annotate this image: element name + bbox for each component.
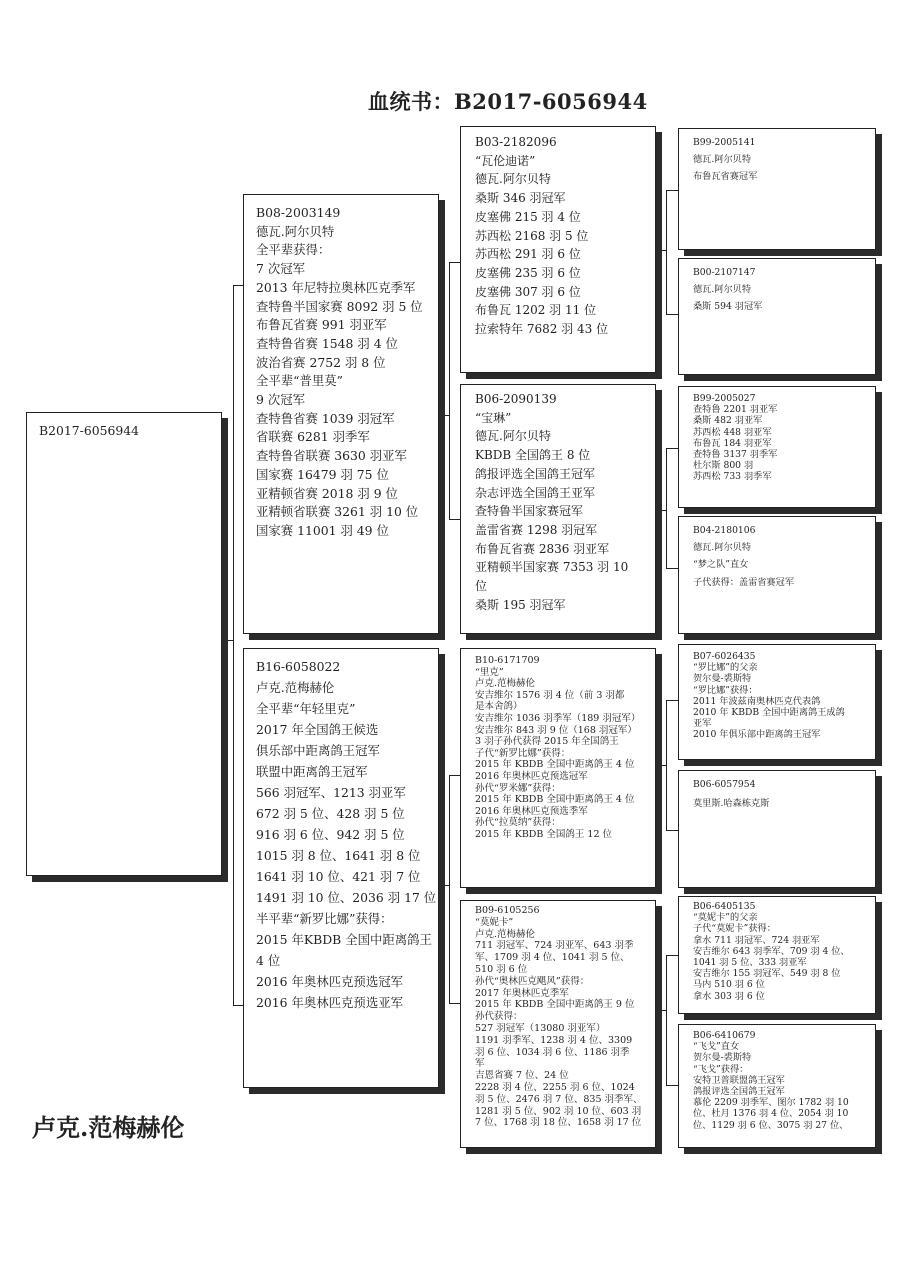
connector [449, 519, 460, 520]
sire-line: 查特鲁省赛 1548 羽 4 位 [256, 335, 398, 351]
g4-box-6 [678, 770, 876, 888]
sire-dam-line: 德瓦.阿尔贝特 [475, 429, 551, 444]
dam-sire-line: 2015 年 KBDB 全国中距离鸽王 4 位 [475, 759, 635, 771]
connector [666, 448, 678, 449]
g4-line: 贺尔曼-裘斯特 [693, 673, 752, 685]
sire-dam-line: 杂志评选全国鸽王亚军 [475, 485, 596, 500]
sire-line: 7 次冠军 [256, 261, 305, 277]
dam-line: 全平辈“年轻里克” [256, 701, 356, 716]
g4-line: 拿水 711 羽冠军、724 羽亚军 [693, 934, 820, 946]
g4-line: 子代“莫妮卡”获得： [693, 923, 776, 935]
g4-line: 贺尔曼-裘斯特 [693, 1052, 752, 1064]
dam-sire-line: 2015 年 KBDB 全国中距离鸽王 4 位 [475, 794, 635, 806]
sire-dam-line: 盖雷省赛 1298 羽冠军 [475, 522, 598, 537]
dam-line: 联盟中距离鸽王冠军 [256, 764, 368, 779]
g4-line: B99-2005027 [693, 393, 756, 404]
dam-sire-line: 3 羽子孙代获得 2015 年全国鸽王 [475, 736, 619, 748]
g4-line: 杜尔斯 800 羽 [693, 460, 754, 472]
sire-box [243, 194, 439, 634]
g4-line: 鸽报评选全国鸽王冠军 [693, 1086, 785, 1098]
dam-sire-line: 2015 年 KBDB 全国鸽王 12 位 [475, 828, 613, 840]
dam-sire-line: 安吉维尔 1576 羽 4 位（前 3 羽都 [475, 689, 625, 701]
sire-line: 全平辈获得： [256, 242, 331, 258]
g4-line: 拿水 303 羽 6 位 [693, 990, 765, 1002]
g4-box-5 [678, 644, 876, 760]
g4-line: B99-2005141 [693, 137, 756, 148]
sire-sire-line: 德瓦.阿尔贝特 [475, 172, 551, 187]
g4-line: 布鲁瓦省赛冠军 [693, 171, 758, 183]
dam-sire-line: 安吉维尔 843 羽 9 位（168 羽冠军） [475, 724, 637, 736]
dam-dam-line: 军、1709 羽 4 位、1041 羽 5 位、 [475, 952, 630, 964]
connector [233, 285, 243, 286]
g4-box-8 [678, 1024, 876, 1148]
owner-name: 卢克.范梅赫伦 [32, 1113, 185, 1142]
g4-line: B06-6057954 [693, 779, 756, 790]
sire-line: 布鲁瓦省赛 991 羽亚军 [256, 317, 387, 333]
sire-dam-line: 桑斯 195 羽冠军 [475, 597, 566, 612]
sire-dam-line: B06-2090139 [475, 392, 557, 406]
g4-line: 马内 510 羽 6 位 [693, 979, 765, 991]
dam-sire-line: “里克” [475, 666, 504, 678]
g4-line: 桑斯 594 羽冠军 [693, 301, 763, 313]
dam-line: 1641 羽 10 位、421 羽 7 位 [256, 869, 421, 884]
sire-dam-box [460, 384, 656, 634]
dam-dam-line: 卢克.范梅赫伦 [475, 928, 536, 940]
connector [449, 775, 460, 776]
dam-line: 916 羽 6 位、942 羽 5 位 [256, 827, 405, 842]
sire-sire-line: 苏西松 2168 羽 5 位 [475, 228, 589, 243]
g4-line: B06-6410679 [693, 1030, 756, 1041]
dam-line: 卢克.范梅赫伦 [256, 680, 335, 695]
sire-line: 波治省赛 2752 羽 8 位 [256, 354, 386, 370]
sire-dam-line: 亚精顿半国家赛 7353 羽 10 [475, 560, 629, 575]
sire-line: 亚精顿省联赛 3261 羽 10 位 [256, 504, 419, 520]
sire-dam-line: 位 [475, 579, 488, 594]
dam-dam-line: 2015 年 KBDB 全国中距离鸽王 9 位 [475, 999, 635, 1011]
dam-dam-line: 2228 羽 4 位、2255 羽 6 位、1024 [475, 1081, 635, 1093]
sire-sire-line: 布鲁瓦 1202 羽 11 位 [475, 303, 597, 318]
g4-line: 查特鲁 2201 羽亚军 [693, 404, 778, 416]
g4-line: 安吉维尔 155 羽冠军、549 羽 8 位 [693, 968, 841, 980]
sire-sire-box [460, 126, 656, 373]
dam-line: 2016 年奥林匹克预选冠军 [256, 974, 403, 989]
g4-line: 苏西松 448 羽亚军 [693, 426, 772, 438]
dam-dam-line: 7 位、1768 羽 18 位、1658 羽 17 位 [475, 1117, 642, 1129]
dam-dam-line: B09-6105256 [475, 905, 540, 916]
dam-dam-line: 510 羽 6 位 [475, 963, 528, 975]
connector [233, 285, 234, 1005]
dam-sire-line: B10-6171709 [475, 655, 540, 666]
dam-box [243, 648, 439, 1088]
connector [666, 448, 667, 568]
dam-line: 2017 年全国鸽王候选 [256, 722, 379, 737]
g4-line: 苏西松 733 羽季军 [693, 471, 772, 483]
g4-line: “飞戈”直女 [693, 1041, 740, 1053]
g4-line: 亚军 [693, 718, 712, 730]
dam-sire-line: 孙代“罗米娜”获得： [475, 782, 561, 794]
g4-line: 安吉维尔 643 羽季军、709 羽 4 位、 [693, 945, 850, 957]
g4-line: 布鲁瓦 184 羽亚军 [693, 437, 772, 449]
g4-line: 2011 年波兹南奥林匹克代表鸽 [693, 695, 821, 707]
dam-line: B16-6058022 [256, 659, 341, 674]
g4-line: B00-2107147 [693, 267, 756, 278]
sire-line: 2013 年尼特拉奥林匹克季军 [256, 279, 416, 295]
g4-line: 德瓦.阿尔贝特 [693, 284, 752, 296]
sire-line: 全平辈“普里莫” [256, 373, 344, 389]
dam-sire-line: 子代“新罗比娜”获得： [475, 747, 571, 759]
dam-line: 672 羽 5 位、428 羽 5 位 [256, 806, 405, 821]
dam-dam-line: 孙代获得： [475, 1011, 523, 1023]
g4-box-7 [678, 896, 876, 1014]
sire-line: 省联赛 6281 羽季军 [256, 429, 370, 445]
dam-line: 1015 羽 8 位、1641 羽 8 位 [256, 848, 421, 863]
g4-line: 慕伦 2209 羽季军、图尔 1782 羽 10 [693, 1097, 849, 1109]
sire-sire-line: B03-2182096 [475, 135, 557, 149]
connector [666, 1085, 678, 1086]
g4-line: “罗比娜”的父亲 [693, 662, 758, 674]
dam-line: 4 位 [256, 953, 281, 968]
dam-sire-line: 卢克.范梅赫伦 [475, 678, 536, 690]
sire-sire-line: 皮塞佛 307 羽 6 位 [475, 284, 581, 299]
g4-box-3 [678, 386, 876, 508]
g4-box-4 [678, 516, 876, 634]
sire-sire-line: 皮塞佛 235 羽 6 位 [475, 265, 581, 280]
dam-sire-box [460, 648, 656, 888]
connector [666, 955, 667, 1085]
dam-dam-line: 1281 羽 5 位、902 羽 10 位、603 羽 [475, 1105, 642, 1117]
connector [666, 700, 678, 701]
dam-line: 俱乐部中距离鸽王冠军 [256, 743, 380, 758]
connector [666, 190, 678, 191]
g4-line: 2010 年 KBDB 全国中距离鸽王成鸽 [693, 707, 845, 719]
sire-line: 9 次冠军 [256, 392, 305, 408]
g4-line: 子代获得：盖雷省赛冠军 [693, 576, 795, 588]
connector [666, 568, 678, 569]
sire-sire-line: 桑斯 346 羽冠军 [475, 191, 566, 206]
sire-sire-line: 拉索特年 7682 羽 43 位 [475, 322, 609, 337]
connector [666, 314, 678, 315]
g4-line: 2010 年俱乐部中距离鸽王冠军 [693, 729, 821, 741]
sire-dam-line: 布鲁瓦省赛 2836 羽亚军 [475, 541, 610, 556]
sire-line: 国家赛 11001 羽 49 位 [256, 522, 389, 538]
g4-line: 位、1129 羽 6 位、3075 羽 27 位、 [693, 1119, 849, 1131]
dam-dam-line: 孙代“奥林匹克飓风”获得： [475, 975, 590, 987]
g4-line: 莫里斯.哈森栋克斯 [693, 798, 770, 810]
dam-dam-line: 527 羽冠军（13080 羽亚军） [475, 1022, 606, 1034]
dam-dam-line: 吉恩省赛 7 位、24 位 [475, 1070, 569, 1082]
g4-line: B04-2180106 [693, 525, 756, 536]
dam-dam-line: 羽 6 位、1034 羽 6 位、1186 羽季 [475, 1046, 630, 1058]
g4-line: 德瓦.阿尔贝特 [693, 154, 752, 166]
dam-sire-line: 是本舍鸽） [475, 701, 523, 713]
g4-line: “梦之队”直女 [693, 559, 749, 571]
dam-line: 半平辈“新罗比娜”获得： [256, 911, 393, 926]
sire-line: 亚精顿省赛 2018 羽 9 位 [256, 485, 398, 501]
dam-sire-line: 2016 年奥林匹克预选季军 [475, 805, 588, 817]
dam-dam-box [460, 900, 656, 1148]
g4-line: 位、杜月 1376 羽 4 位、2054 羽 10 [693, 1108, 849, 1120]
g4-line: “罗比娜”获得： [693, 684, 758, 696]
sire-sire-line: 皮塞佛 215 羽 4 位 [475, 209, 581, 224]
page-title: 血统书：B2017-6056944 [368, 89, 648, 114]
connector [449, 775, 450, 1003]
subject-ring-number: B2017-6056944 [39, 423, 140, 438]
connector [666, 830, 678, 831]
dam-dam-line: “莫妮卡” [475, 916, 514, 928]
dam-dam-line: 羽 5 位、2476 羽 7 位、835 羽季军、 [475, 1093, 643, 1105]
sire-dam-line: 查特鲁半国家赛冠军 [475, 504, 584, 519]
g4-line: 德瓦.阿尔贝特 [693, 542, 752, 554]
g4-line: “莫妮卡”的父亲 [693, 912, 758, 924]
dam-dam-line: 2017 年奥林匹克季军 [475, 987, 569, 999]
g4-line: 桑斯 482 羽亚军 [693, 415, 763, 427]
g4-line: B06-6405135 [693, 901, 756, 912]
g4-box-2 [678, 258, 876, 375]
connector [449, 1003, 460, 1004]
dam-line: 566 羽冠军、1213 羽亚军 [256, 785, 406, 800]
connector [449, 262, 450, 519]
connector [449, 262, 460, 263]
dam-sire-line: 2016 年奥林匹克预选冠军 [475, 770, 588, 782]
sire-sire-line: “瓦伦迪诺” [475, 153, 536, 168]
sire-sire-line: 苏西松 291 羽 6 位 [475, 247, 581, 262]
dam-sire-line: 孙代“拉莫纳”获得： [475, 817, 561, 829]
connector [666, 955, 678, 956]
g4-line: 1041 羽 5 位、333 羽亚军 [693, 957, 807, 969]
subject-box [26, 412, 222, 876]
sire-line: 国家赛 16479 羽 75 位 [256, 466, 389, 482]
dam-line: 2015 年KBDB 全国中距离鸽王 [256, 932, 432, 947]
dam-sire-line: 安吉维尔 1036 羽季军（189 羽冠军） [475, 712, 641, 724]
connector [666, 190, 667, 314]
sire-line: 德瓦.阿尔贝特 [256, 223, 335, 239]
sire-line: 查特鲁省联赛 3630 羽亚军 [256, 448, 407, 464]
g4-line: 查特鲁 3137 羽季军 [693, 449, 778, 461]
sire-line: B08-2003149 [256, 205, 341, 220]
dam-dam-line: 1191 羽季军、1238 羽 4 位、3309 [475, 1034, 633, 1046]
g4-line: B07-6026435 [693, 651, 756, 662]
connector [666, 700, 667, 830]
g4-line: “飞戈”获得： [693, 1063, 749, 1075]
sire-dam-line: 鸽报评选全国鸽王冠军 [475, 466, 596, 481]
connector [233, 1005, 243, 1006]
g4-line: 安特卫普联盟鸽王冠军 [693, 1074, 785, 1086]
dam-dam-line: 711 羽冠军、724 羽亚军、643 羽季 [475, 940, 634, 952]
g4-box-1 [678, 128, 876, 250]
sire-dam-line: “宝琳” [475, 410, 512, 425]
dam-line: 1491 羽 10 位、2036 羽 17 位 [256, 890, 437, 905]
dam-line: 2016 年奥林匹克预选亚军 [256, 995, 403, 1010]
dam-dam-line: 军 [475, 1058, 485, 1070]
sire-line: 查特鲁省赛 1039 羽冠军 [256, 410, 395, 426]
sire-dam-line: KBDB 全国鸽王 8 位 [475, 448, 591, 463]
sire-line: 查特鲁半国家赛 8092 羽 5 位 [256, 298, 423, 314]
